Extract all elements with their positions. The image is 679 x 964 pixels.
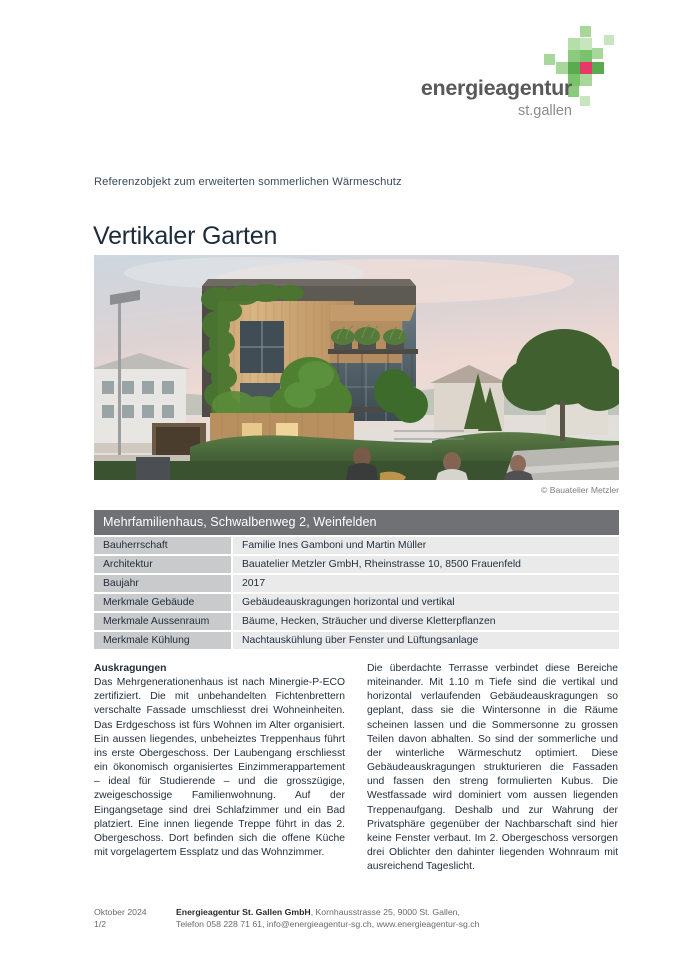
page-footer bbox=[94, 907, 619, 930]
table-row-label: Merkmale Kühlung bbox=[94, 632, 231, 649]
table-row-value: Familie Ines Gamboni und Martin Müller bbox=[233, 537, 619, 554]
table-body bbox=[94, 537, 619, 649]
logo-tile-15 bbox=[580, 96, 590, 106]
logo-tile-1 bbox=[604, 35, 614, 45]
project-fact-table bbox=[94, 510, 619, 651]
table-row bbox=[94, 632, 619, 649]
table-row-label: Architektur bbox=[94, 556, 231, 573]
footer-address-line bbox=[176, 907, 619, 919]
table-header: Mehrfamilienhaus, Schwalbenweg 2, Weinfelden bbox=[94, 510, 619, 535]
table-row-value: Bäume, Hecken, Sträucher und diverse Kletterpflanzen bbox=[233, 613, 619, 630]
logo-tile-3 bbox=[580, 38, 592, 50]
logo-wordmark: energieagentur bbox=[420, 76, 572, 100]
logo-tile-2 bbox=[568, 38, 580, 50]
table-row bbox=[94, 575, 619, 592]
logo-tile-5 bbox=[544, 54, 555, 65]
table-row-value: Nachtauskühlung über Fenster und Lüftungsanlage bbox=[233, 632, 619, 649]
paragraph-left: Das Mehrgenerationenhaus ist nach Minergie-P-ECO zertifiziert. Die mit unbehandelten Fichtenbrettern verschalte Fassade umschliesst drei Wohneinheiten. Das Erdgeschoss ist fürs Wohnen im Alter organisiert. Ein aussen liegendes, unbeheiztes Treppenhaus führt ins erste Obergeschoss. Der Laubengang erschliesst ein ökonomisch organisiertes Einzimmerappartement – ideal für Studierende – und die grosszügige, zweigeschossige Familienwohnung. Auf der Eingangsetage sind drei Schlafzimmer und ein Bad platziert. Eine innen liegende Treppe führt in das 2. Obergeschoss. Dort befinden sich die offene Küche mit vorgelagertem Essplatz und das Wohnzimmer. bbox=[94, 677, 345, 859]
logo-tile-13 bbox=[580, 74, 592, 86]
logo-tile-6 bbox=[568, 50, 580, 62]
footer-date: Oktober 2024 bbox=[94, 907, 147, 917]
footer-rule bbox=[0, 957, 679, 964]
article-column-right bbox=[367, 662, 618, 874]
logo-subtitle: st.gallen bbox=[517, 103, 572, 119]
paragraph-right: Die überdachte Terrasse verbindet diese Bereiche miteinander. Mit 1.10 m Tiefe sind die vertikal und horizontal verlaufenden Gebäudeauskragungen so geplant, dass sie die Wintersonne in die Räume scheinen lassen und die Sommersonne zu grossen Teilen davon abhalten. So sind der sommerliche und der winterliche Wärmeschutz optimiert. Diese Gebäudeauskragungen strukturieren die Fassaden und fassen den streng formulierten Kubus. Die Westfassade wird dominiert vom aussen liegenden Treppenaufgang. Deshalb und zur Wahrung der Privatsphäre gegenüber der Nachbarschaft sind hier keine Fenster verbaut. Im 2. Obergeschoss versorgen drei Oblichter den dahinter liegenden Wohnraum mit ausreichend Tageslicht. bbox=[367, 663, 618, 873]
article-body bbox=[94, 662, 619, 874]
hero-photo bbox=[94, 255, 619, 480]
brand-logo bbox=[412, 26, 622, 126]
table-row bbox=[94, 537, 619, 554]
footer-contact-line: Telefon 058 228 71 61, info@energieagentur-sg.ch, www.energieagentur-sg.ch bbox=[176, 918, 480, 929]
footer-company: Energieagentur St. Gallen GmbH bbox=[176, 907, 311, 917]
table-row bbox=[94, 594, 619, 611]
page-title: Vertikaler Garten bbox=[93, 221, 278, 250]
footer-contact bbox=[176, 907, 619, 930]
table-row-label: Merkmale Aussenraum bbox=[94, 613, 231, 630]
table-row-value: 2017 bbox=[233, 575, 619, 592]
table-row-value: Gebäudeauskragungen horizontal und vertikal bbox=[233, 594, 619, 611]
logo-tile-9 bbox=[568, 62, 580, 74]
logo-tile-7 bbox=[580, 50, 592, 62]
logo-tile-11 bbox=[592, 62, 604, 74]
section-heading: Auskragungen bbox=[94, 663, 167, 674]
footer-address: , Kornhausstrasse 25, 9000 St. Gallen, bbox=[310, 907, 460, 917]
logo-tile-8 bbox=[556, 62, 568, 74]
table-row bbox=[94, 556, 619, 573]
logo-tile-4 bbox=[592, 48, 603, 59]
footer-page-number: 1/2 bbox=[94, 918, 107, 929]
logo-tile-10 bbox=[580, 62, 592, 74]
table-row bbox=[94, 613, 619, 630]
hero-photo-illustration bbox=[94, 255, 619, 480]
table-row-label: Bauherrschaft bbox=[94, 537, 231, 554]
footer-meta bbox=[94, 907, 176, 930]
logo-tile-0 bbox=[580, 26, 591, 37]
document-kicker: Referenzobjekt zum erweiterten sommerlichen Wärmeschutz bbox=[94, 176, 402, 188]
table-row-label: Merkmale Gebäude bbox=[94, 594, 231, 611]
table-row-value: Bauatelier Metzler GmbH, Rheinstrasse 10, 8500 Frauenfeld bbox=[233, 556, 619, 573]
photo-credit: © Bauatelier Metzler bbox=[541, 485, 619, 495]
article-column-left bbox=[94, 662, 345, 874]
table-row-label: Baujahr bbox=[94, 575, 231, 592]
